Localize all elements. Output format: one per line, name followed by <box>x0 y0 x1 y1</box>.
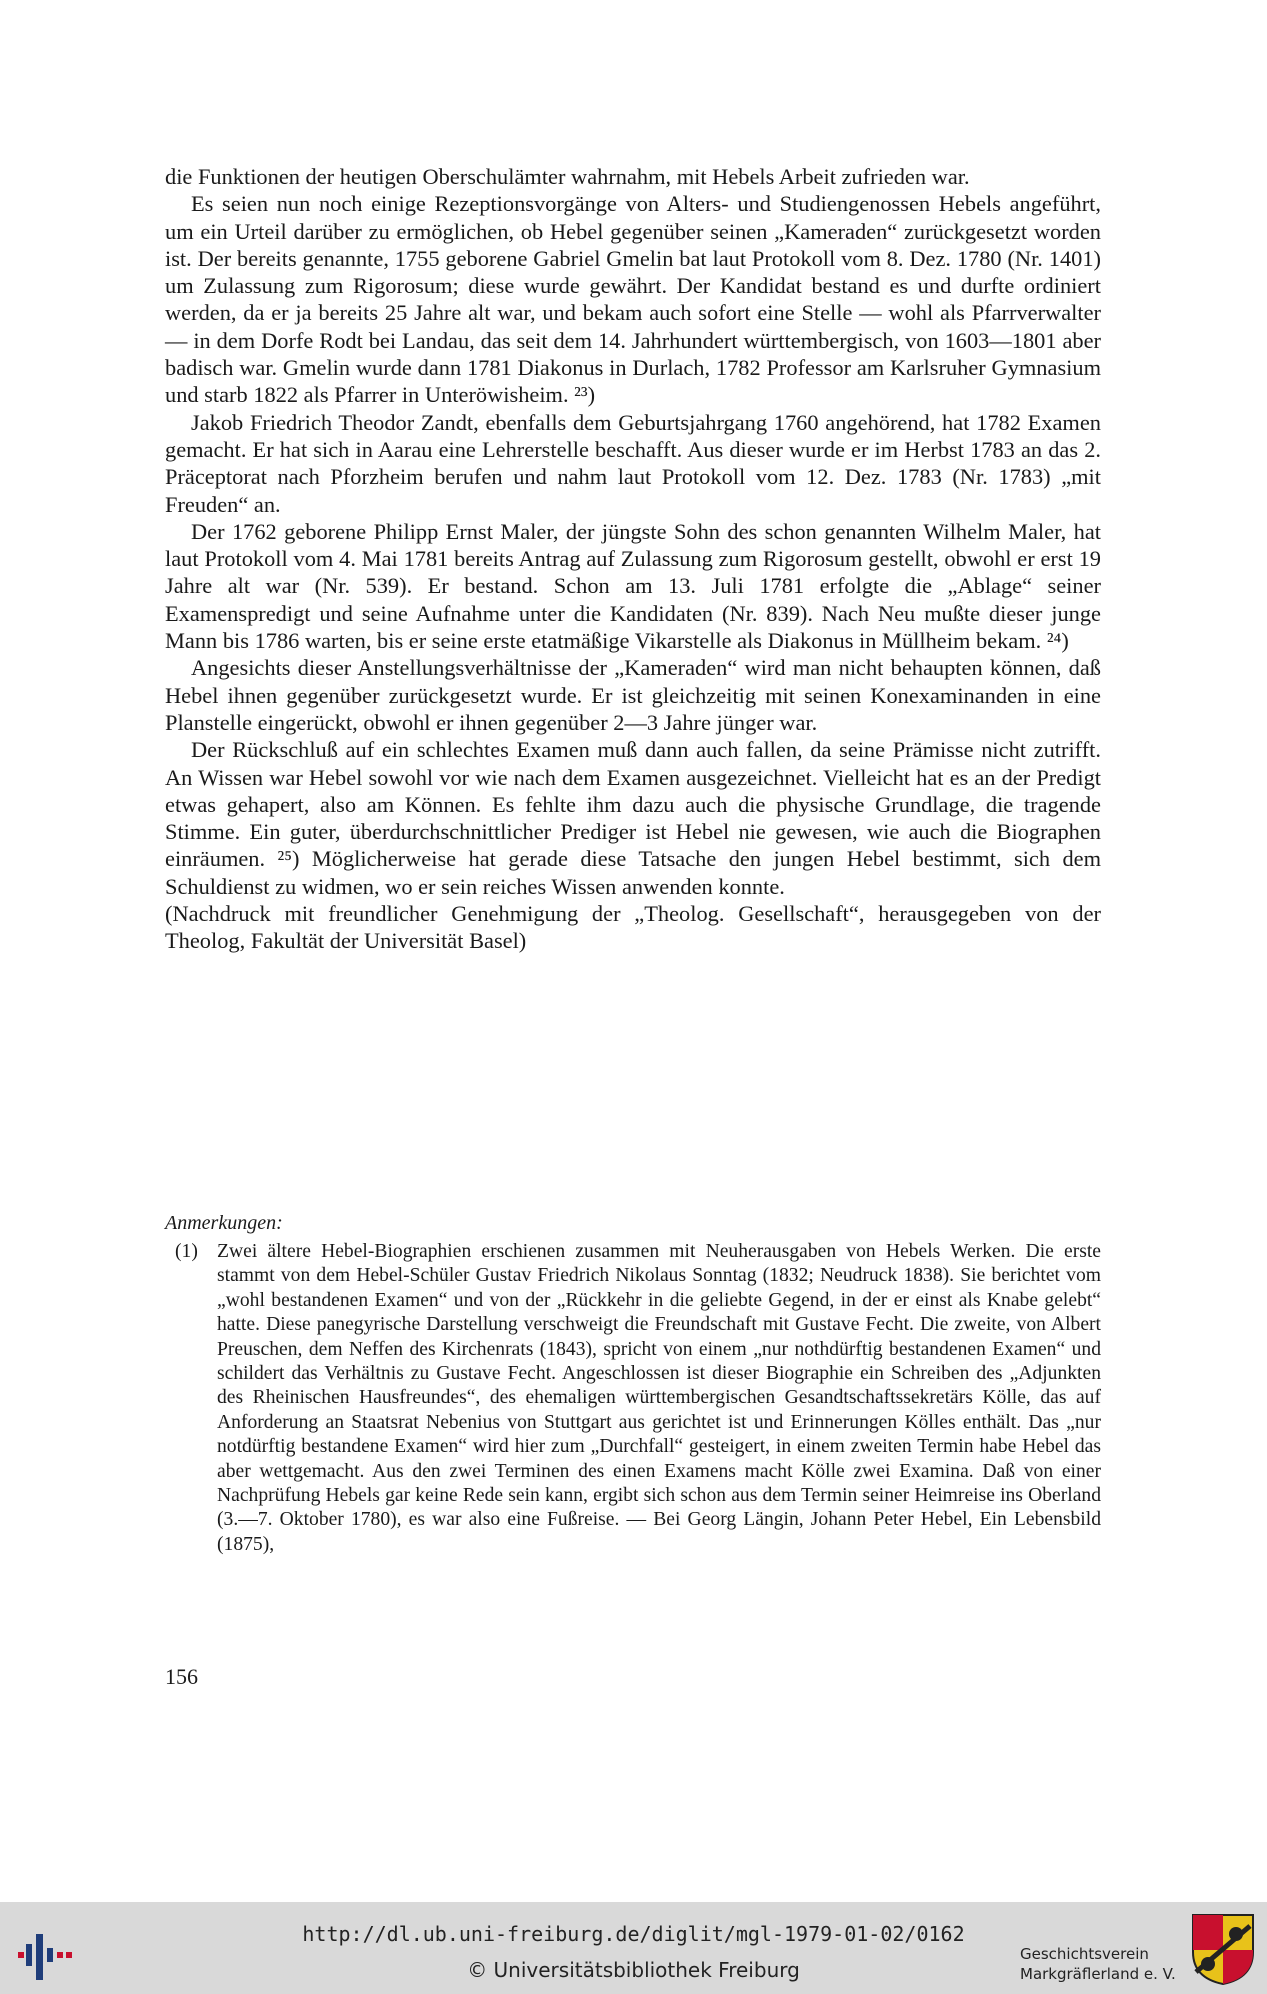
footnote <box>165 1240 1101 1557</box>
society-line: Markgräflerland e. V. <box>1020 1965 1176 1983</box>
paragraph: die Funktionen der heutigen Oberschulämter wahrnahm, mit Hebels Arbeit zufrieden war. <box>165 164 970 189</box>
paragraph: Angesichts dieser Anstellungsverhältnisse der „Kameraden“ wird man nicht behaupten können, daß Hebel ihnen gegenüber zurückgesetzt wurde. Er ist gleichzeitig mit seinen Konexaminanden in eine Planstelle eingerückt, obwohl er ihnen gegenüber 2—3 Jahre jünger war. <box>165 655 1101 735</box>
source-url[interactable]: http://dl.ub.uni-freiburg.de/diglit/mgl-1979-01-02/0162 <box>302 1922 965 1946</box>
footer-bar <box>0 1902 1267 1994</box>
coat-of-arms-icon <box>1190 1912 1256 1986</box>
paragraph: Der Rückschluß auf ein schlechtes Examen muß dann auch fallen, da seine Prämisse nicht zutrifft. An Wissen war Hebel sowohl vor wie nach dem Examen ausgezeichnet. Vielleicht hat es an der Predigt etwas gehapert, also am Können. Es fehlte ihm dazu auch die physische Grundlage, die tragende Stimme. Ein guter, überdurchschnittlicher Prediger ist Hebel nie gewesen, wie auch die Biographen einräumen. ²⁵) Möglicherweise hat gerade diese Tatsache den jungen Hebel bestimmt, sich dem Schuldienst zu widmen, wo er sein reiches Wissen anwenden konnte. <box>165 737 1101 899</box>
footnote-text: Zwei ältere Hebel-Biographien erschienen zusammen mit Neuherausgaben von Hebels Werken. Die erste stammt von dem Hebel-Schüler Gustav Friedrich Nikolaus Sonntag (1832; Neudruck 1838). Sie berichtet vom „wohl bestandenen Examen“ und von der „Rückkehr in die geliebte Gegend, in der er einst als Knabe gelebt“ hatte. Diese panegyrische Darstellung verschweigt die Freundschaft mit Gustave Fecht. Die zweite, von Albert Preuschen, dem Neffen des Kirchenrats (1843), spricht von einem „nur nothdürftig bestandenen Examen“ und schildert das Verhältnis zu Gustave Fecht. Angeschlossen ist dieser Biographie ein Schreiben des „Adjunkten des Rheinischen Hausfreundes“, des ehemaligen württembergischen Gesandtschaftssekretärs Kölle, das auf Anforderung an Staatsrat Nebenius von Stuttgart aus gerichtet ist und Erinnerungen Kölles enthält. Das „nur notdürftig bestandene Examen“ wird hier zum „Durchfall“ gesteigert, in einem zweiten Termin habe Hebel das aber wettgemacht. Aus den zwei Terminen des einen Examens macht Kölle zwei Examina. Daß von einer Nachprüfung Hebels gar keine Rede sein kann, ergibt sich schon aus dem Termin seiner Heimreise ins Oberland (3.—7. Oktober 1780), es war also eine Fußreise. — Bei Georg Längin, Johann Peter Hebel, Ein Lebensbild (1875), <box>217 1241 1101 1555</box>
footnote-number: (1) <box>175 1241 198 1262</box>
paragraph: Der 1762 geborene Philipp Ernst Maler, der jüngste Sohn des schon genannten Wilhelm Maler, hat laut Protokoll vom 4. Mai 1781 bereits Antrag auf Zulassung zum Rigorosum gestellt, obwohl er erst 19 Jahre alt war (Nr. 539). Er bestand. Schon am 13. Juli 1781 erfolgte die „Ablage“ seiner Examenspredigt und seine Aufnahme unter die Kandidaten (Nr. 839). Nach Neu mußte dieser junge Mann bis 1786 warten, bis er seine erste etatmäßige Vikarstelle als Diakonus in Müllheim bekam. ²⁴) <box>165 518 1101 654</box>
paragraph: (Nachdruck mit freundlicher Genehmigung der „Theolog. Gesellschaft“, herausgegeben von der Theolog, Fakultät der Universität Basel) <box>165 901 1101 954</box>
notes-heading: Anmerkungen: <box>165 1212 283 1234</box>
copyright-notice: © Universitätsbibliothek Freiburg <box>467 1958 800 1982</box>
paragraph: Jakob Friedrich Theodor Zandt, ebenfalls dem Geburtsjahrgang 1760 angehörend, hat 1782 Examen gemacht. Er hat sich in Aarau eine Lehrerstelle beschafft. Aus dieser wurde er im Herbst 1783 an das 2. Präceptorat nach Pforzheim berufen und nahm laut Protokoll vom 12. Dez. 1783 (Nr. 1783) „mit Freuden“ an. <box>165 409 1101 517</box>
page-number: 156 <box>165 1664 198 1689</box>
paragraph: Es seien nun noch einige Rezeptionsvorgänge von Alters- und Studiengenossen Hebels angeführt, um ein Urteil darüber zu ermöglichen, ob Hebel gegenüber seinen „Kameraden“ zurückgesetzt worden ist. Der bereits genannte, 1755 geborene Gabriel Gmelin bat laut Protokoll vom 8. Dez. 1780 (Nr. 1401) um Zulassung zum Rigorosum; diese wurde gewährt. Der Kandidat bestand es und durfte ordiniert werden, da er ja bereits 25 Jahre alt war, und bekam auch sofort eine Stelle — wohl als Pfarrverwalter — in dem Dorfe Rodt bei Landau, das seit dem 14. Jahrhundert württembergisch, von 1603—1801 aber badisch war. Gmelin wurde dann 1781 Diakonus in Durlach, 1782 Professor am Karlsruher Gymnasium und starb 1822 als Pfarrer in Unteröwisheim. ²³) <box>165 191 1101 408</box>
body-text <box>165 163 1101 955</box>
society-name <box>1020 1944 1176 1984</box>
society-line: Geschichtsverein <box>1020 1945 1149 1963</box>
